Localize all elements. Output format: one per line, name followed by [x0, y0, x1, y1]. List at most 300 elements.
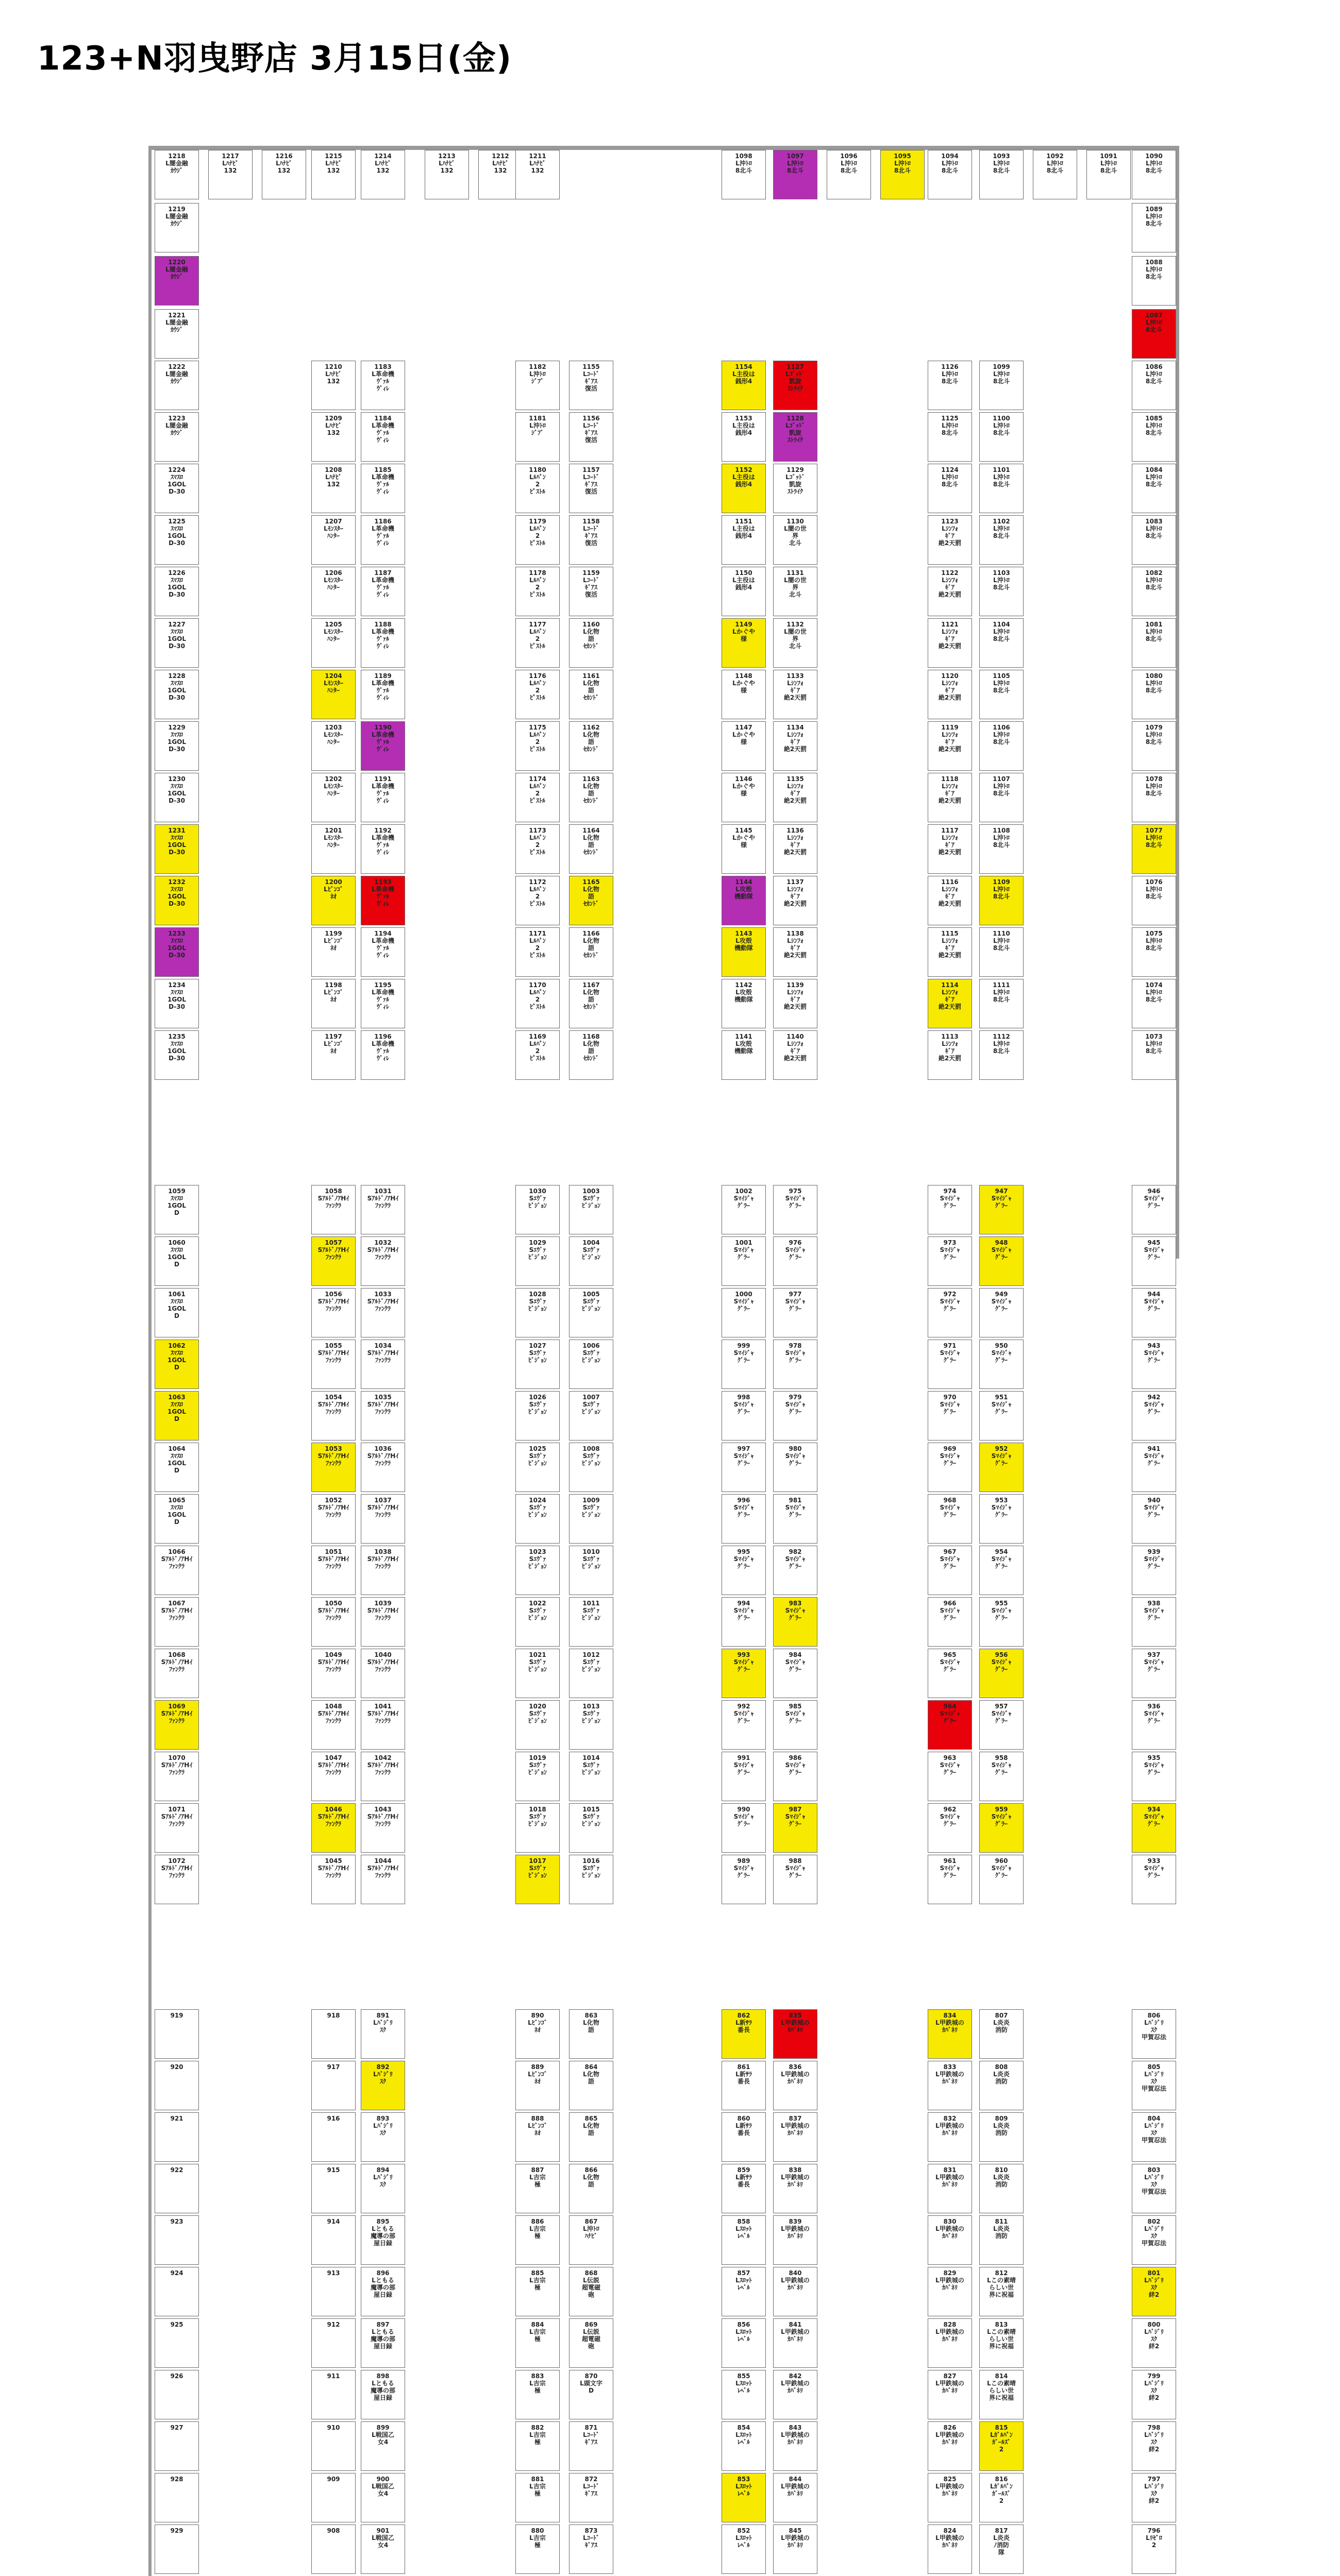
machine-cell-1215 [311, 150, 356, 199]
machine-cell-838 [773, 2164, 817, 2213]
machine-label: 1082 L沖ﾄﾛ 8北斗 [1145, 569, 1163, 591]
machine-cell-1036 [361, 1443, 405, 1492]
machine-label: 1196 L革命機 ｳﾞｧﾙ ｳﾞｨﾚ [372, 1033, 394, 1062]
machine-cell-1183 [361, 361, 405, 410]
machine-label: 1024 Sｴｳﾞｧ ﾋﾞｼﾞｮﾝ [528, 1497, 547, 1518]
machine-label: 914 [327, 2218, 340, 2225]
machine-cell-967 [928, 1546, 972, 1595]
machine-cell-1027 [515, 1340, 560, 1389]
machine-label: 1032 SｱﾙﾄﾞﾉｱHｲ ﾌｧﾝｸﾗ [367, 1239, 399, 1261]
machine-cell-804 [1132, 2112, 1176, 2162]
machine-cell-1197 [311, 1030, 356, 1080]
machine-label: 826 L甲鉄城の ｶﾊﾞﾈﾘ [935, 2424, 964, 2446]
machine-cell-1093 [979, 150, 1024, 199]
machine-label: 886 L吉宗 極 [529, 2218, 546, 2240]
machine-cell-1176 [515, 670, 560, 719]
machine-cell-1168 [569, 1030, 613, 1080]
machine-cell-970 [928, 1391, 972, 1440]
machine-cell-802 [1132, 2215, 1176, 2265]
machine-cell-1038 [361, 1546, 405, 1595]
machine-label: 1080 L沖ﾄﾛ 8北斗 [1145, 672, 1163, 694]
machine-label: 955 Sﾏｲｼﾞｬ ｸﾞﾗｰ [991, 1600, 1012, 1621]
machine-cell-1019 [515, 1752, 560, 1801]
machine-label: 872 Lｺｰﾄﾞ ｷﾞｱｽ [583, 2476, 599, 2497]
machine-label: 891 Lﾊﾞｼﾞﾘ ｽｸ [373, 2012, 393, 2033]
machine-label: 971 Sﾏｲｼﾞｬ ｸﾞﾗｰ [940, 1342, 960, 1364]
machine-label: 897 Lともる 魔導の部 屋日録 [370, 2321, 395, 2350]
machine-label: 866 L化物 語 [583, 2166, 599, 2188]
machine-cell-1120 [928, 670, 972, 719]
machine-label: 1127 Lｺﾞｯﾄﾞ 凱旋 ｽﾄﾗｲｸ [785, 363, 805, 392]
machine-cell-829 [928, 2267, 972, 2316]
machine-label: 1088 L沖ﾄﾛ 8北斗 [1145, 259, 1163, 280]
machine-cell-1086 [1132, 361, 1176, 410]
machine-cell-992 [722, 1700, 766, 1750]
machine-cell-921 [155, 2112, 199, 2162]
machine-cell-985 [773, 1700, 817, 1750]
machine-label: 1153 L主役は 銭形4 [732, 415, 755, 436]
machine-label: 1182 L沖ﾄﾛ ｼﾞﾌﾞ [529, 363, 546, 385]
machine-cell-913 [311, 2267, 356, 2316]
machine-label: 1027 Sｴｳﾞｧ ﾋﾞｼﾞｮﾝ [528, 1342, 547, 1364]
machine-cell-1193 [361, 876, 405, 925]
machine-cell-861 [722, 2061, 766, 2110]
machine-label: 1036 SｱﾙﾄﾞﾉｱHｲ ﾌｧﾝｸﾗ [367, 1445, 399, 1467]
machine-label: 828 L甲鉄城の ｶﾊﾞﾈﾘ [935, 2321, 964, 2343]
machine-cell-832 [928, 2112, 972, 2162]
machine-cell-864 [569, 2061, 613, 2110]
machine-cell-1030 [515, 1185, 560, 1234]
machine-cell-1046 [311, 1803, 356, 1853]
machine-cell-859 [722, 2164, 766, 2213]
machine-label: 1057 SｱﾙﾄﾞﾉｱHｲ ﾌｧﾝｸﾗ [317, 1239, 349, 1261]
machine-label: 1045 SｱﾙﾄﾞﾉｱHｲ ﾌｧﾝｸﾗ [317, 1857, 349, 1879]
machine-label: 1197 Lﾋﾞﾝｺﾞ ﾈｵ [324, 1033, 343, 1055]
machine-label: 1076 L沖ﾄﾛ 8北斗 [1145, 878, 1163, 900]
machine-label: 1171 Lﾙﾊﾟﾝ 2 ﾋﾟｽﾄﾙ [529, 930, 546, 959]
machine-cell-857 [722, 2267, 766, 2316]
machine-cell-830 [928, 2215, 972, 2265]
machine-label: 814 Lこの素晴 らしい世 界に祝福 [987, 2372, 1016, 2401]
machine-label: 1003 Sｴｳﾞｧ ﾋﾞｼﾞｮﾝ [581, 1188, 600, 1209]
machine-label: 1063 ｽﾏｽﾛ 1GOL D [167, 1394, 187, 1422]
machine-label: 835 L甲鉄城の ｶﾊﾞﾈﾘ [781, 2012, 810, 2033]
machine-cell-910 [311, 2421, 356, 2471]
machine-cell-1173 [515, 824, 560, 874]
machine-label: 1094 L沖ﾄﾛ 8北斗 [941, 152, 959, 174]
machine-cell-1191 [361, 773, 405, 822]
machine-label: 894 Lﾊﾞｼﾞﾘ ｽｸ [373, 2166, 393, 2188]
machine-label: 802 Lﾊﾞｼﾞﾘ ｽｸ 甲賀忍法 [1141, 2218, 1166, 2247]
machine-label: 1096 L沖ﾄﾛ 8北斗 [840, 152, 858, 174]
machine-cell-1026 [515, 1391, 560, 1440]
machine-cell-807 [979, 2009, 1024, 2059]
machine-cell-1141 [722, 1030, 766, 1080]
machine-label: 896 Lともる 魔導の部 屋日録 [370, 2269, 395, 2298]
machine-label: 811 L炎炎 消防 [993, 2218, 1010, 2240]
machine-cell-987 [773, 1803, 817, 1853]
machine-cell-1006 [569, 1340, 613, 1389]
machine-cell-997 [722, 1443, 766, 1492]
machine-cell-963 [928, 1752, 972, 1801]
machine-cell-798 [1132, 2421, 1176, 2471]
machine-cell-1092 [1033, 150, 1077, 199]
machine-label: 1049 SｱﾙﾄﾞﾉｱHｲ ﾌｧﾝｸﾗ [317, 1651, 349, 1673]
machine-cell-1149 [722, 618, 766, 668]
machine-label: 957 Sﾏｲｼﾞｬ ｸﾞﾗｰ [991, 1703, 1012, 1724]
machine-cell-1228 [155, 670, 199, 719]
machine-cell-933 [1132, 1855, 1176, 1904]
machine-label: 830 L甲鉄城の ｶﾊﾞﾈﾘ [935, 2218, 964, 2240]
machine-label: 978 Sﾏｲｼﾞｬ ｸﾞﾗｰ [785, 1342, 806, 1364]
machine-cell-1097 [773, 150, 817, 199]
machine-label: 950 Sﾏｲｼﾞｬ ｸﾞﾗｰ [991, 1342, 1012, 1364]
machine-label: 979 Sﾏｲｼﾞｬ ｸﾞﾗｰ [785, 1394, 806, 1415]
machine-label: 854 Lｽﾛｯﾄ ﾚﾍﾞﾙ [735, 2424, 752, 2446]
machine-cell-1189 [361, 670, 405, 719]
machine-cell-1202 [311, 773, 356, 822]
machine-cell-952 [979, 1443, 1024, 1492]
machine-cell-1147 [722, 721, 766, 771]
machine-label: 945 Sﾏｲｼﾞｬ ｸﾞﾗｰ [1144, 1239, 1164, 1261]
machine-label: 1040 SｱﾙﾄﾞﾉｱHｲ ﾌｧﾝｸﾗ [367, 1651, 399, 1673]
machine-cell-1210 [311, 361, 356, 410]
machine-cell-1109 [979, 876, 1024, 925]
machine-cell-1194 [361, 927, 405, 977]
machine-cell-836 [773, 2061, 817, 2110]
machine-cell-989 [722, 1855, 766, 1904]
machine-cell-824 [928, 2524, 972, 2574]
machine-label: 825 L甲鉄城の ｶﾊﾞﾈﾘ [935, 2476, 964, 2497]
machine-cell-1229 [155, 721, 199, 771]
machine-cell-1066 [155, 1546, 199, 1595]
machine-label: 1048 SｱﾙﾄﾞﾉｱHｲ ﾌｧﾝｸﾗ [317, 1703, 349, 1724]
machine-label: 981 Sﾏｲｼﾞｬ ｸﾞﾗｰ [785, 1497, 806, 1518]
machine-cell-1211 [515, 150, 560, 199]
machine-label: 1109 L沖ﾄﾛ 8北斗 [993, 878, 1010, 900]
machine-label: 1081 L沖ﾄﾛ 8北斗 [1145, 621, 1163, 642]
machine-cell-1041 [361, 1700, 405, 1750]
machine-label: 890 Lﾋﾞﾝｺﾞ ﾈｵ [528, 2012, 547, 2033]
machine-cell-1118 [928, 773, 972, 822]
machine-cell-860 [722, 2112, 766, 2162]
machine-cell-1072 [155, 1855, 199, 1904]
machine-cell-1199 [311, 927, 356, 977]
machine-cell-1014 [569, 1752, 613, 1801]
machine-cell-1222 [155, 361, 199, 410]
machine-cell-811 [979, 2215, 1024, 2265]
machine-cell-1022 [515, 1597, 560, 1647]
machine-cell-1096 [827, 150, 871, 199]
machine-label: 1163 L化物 語 ｾｶﾝﾄﾞ [582, 775, 600, 804]
machine-cell-809 [979, 2112, 1024, 2162]
machine-label: 881 L吉宗 極 [529, 2476, 546, 2497]
machine-cell-1081 [1132, 618, 1176, 668]
machine-cell-1136 [773, 824, 817, 874]
machine-label: 869 L伝説 超電磁 砲 [581, 2321, 600, 2350]
machine-label: 982 Sﾏｲｼﾞｬ ｸﾞﾗｰ [785, 1548, 806, 1570]
machine-label: 862 L新ｻﾗ 番長 [735, 2012, 752, 2033]
machine-label: 1132 L闇の世 界 北斗 [784, 621, 807, 650]
machine-label: 1223 L闇金融 ｶｳｼﾞ [165, 415, 188, 436]
machine-cell-940 [1132, 1494, 1176, 1544]
machine-cell-1100 [979, 412, 1024, 462]
machine-label: 864 L化物 語 [583, 2063, 599, 2085]
machine-cell-1071 [155, 1803, 199, 1853]
machine-cell-951 [979, 1391, 1024, 1440]
machine-label: 1105 L沖ﾄﾛ 8北斗 [993, 672, 1010, 694]
machine-label: 1066 SｱﾙﾄﾞﾉｱHｲ ﾌｧﾝｸﾗ [161, 1548, 193, 1570]
machine-label: 1119 Lｼﾝﾌｫ ｷﾞｱ 絶2天罰 [938, 724, 962, 753]
machine-label: 1128 Lｺﾞｯﾄﾞ 凱旋 ｽﾄﾗｲｸ [785, 415, 805, 444]
machine-cell-894 [361, 2164, 405, 2213]
machine-label: 939 Sﾏｲｼﾞｬ ｸﾞﾗｰ [1144, 1548, 1164, 1570]
machine-cell-1128 [773, 412, 817, 462]
machine-label: 1028 Sｴｳﾞｧ ﾋﾞｼﾞｮﾝ [528, 1291, 547, 1312]
machine-cell-972 [928, 1288, 972, 1337]
machine-cell-1068 [155, 1649, 199, 1698]
machine-label: 1135 Lｼﾝﾌｫ ｷﾞｱ 絶2天罰 [783, 775, 807, 804]
machine-label: 998 Sﾏｲｼﾞｬ ｸﾞﾗｰ [733, 1394, 754, 1415]
machine-cell-1161 [569, 670, 613, 719]
machine-label: 1169 Lﾙﾊﾟﾝ 2 ﾋﾟｽﾄﾙ [529, 1033, 546, 1062]
machine-cell-1018 [515, 1803, 560, 1853]
machine-cell-1021 [515, 1649, 560, 1698]
machine-cell-1130 [773, 515, 817, 565]
machine-label: 909 [327, 2476, 340, 2483]
machine-label: 824 L甲鉄城の ｶﾊﾞﾈﾘ [935, 2527, 964, 2549]
machine-label: 810 L炎炎 消防 [993, 2166, 1010, 2188]
machine-label: 1234 ｽﾏｽﾛ 1GOL D-30 [167, 981, 187, 1010]
machine-label: 1158 Lｺｰﾄﾞ ｷﾞｱｽ 復活 [582, 518, 600, 547]
machine-cell-856 [722, 2318, 766, 2368]
machine-label: 1123 Lｼﾝﾌｫ ｷﾞｱ 絶2天罰 [938, 518, 962, 547]
machine-cell-843 [773, 2421, 817, 2471]
machine-cell-961 [928, 1855, 972, 1904]
machine-cell-1049 [311, 1649, 356, 1698]
machine-cell-1035 [361, 1391, 405, 1440]
machine-cell-959 [979, 1803, 1024, 1853]
machine-cell-957 [979, 1700, 1024, 1750]
machine-cell-1158 [569, 515, 613, 565]
machine-label: 800 Lﾊﾞｼﾞﾘ ｽｸ 絆2 [1144, 2321, 1164, 2350]
machine-cell-1182 [515, 361, 560, 410]
machine-cell-979 [773, 1391, 817, 1440]
machine-cell-1150 [722, 567, 766, 616]
machine-label: 943 Sﾏｲｼﾞｬ ｸﾞﾗｰ [1144, 1342, 1164, 1364]
machine-cell-912 [311, 2318, 356, 2368]
machine-cell-1190 [361, 721, 405, 771]
machine-cell-1166 [569, 927, 613, 977]
machine-label: 841 L甲鉄城の ｶﾊﾞﾈﾘ [781, 2321, 810, 2343]
machine-label: 1107 L沖ﾄﾛ 8北斗 [993, 775, 1010, 797]
machine-label: 933 Sﾏｲｼﾞｬ ｸﾞﾗｰ [1144, 1857, 1164, 1879]
machine-cell-1070 [155, 1752, 199, 1801]
page-title: 123+N羽曳野店 3月15日(金) [37, 40, 512, 78]
machine-cell-1007 [569, 1391, 613, 1440]
machine-label: 953 Sﾏｲｼﾞｬ ｸﾞﾗｰ [991, 1497, 1012, 1518]
machine-cell-1062 [155, 1340, 199, 1389]
machine-label: 910 [327, 2424, 340, 2431]
machine-cell-1055 [311, 1340, 356, 1389]
machine-label: 1149 Lかぐや 様 [732, 621, 755, 642]
machine-label: 1052 SｱﾙﾄﾞﾉｱHｲ ﾌｧﾝｸﾗ [317, 1497, 349, 1518]
machine-cell-1206 [311, 567, 356, 616]
machine-cell-916 [311, 2112, 356, 2162]
machine-label: 867 L沖ﾄﾛ ﾊﾅﾋﾞ [583, 2218, 599, 2240]
machine-cell-883 [515, 2370, 560, 2419]
machine-cell-816 [979, 2473, 1024, 2522]
machine-cell-928 [155, 2473, 199, 2522]
machine-label: 798 Lﾊﾞｼﾞﾘ ｽｸ 絆2 [1144, 2424, 1164, 2453]
machine-cell-1205 [311, 618, 356, 668]
machine-label: 1099 L沖ﾄﾛ 8北斗 [993, 363, 1010, 385]
machine-label: 1097 L沖ﾄﾛ 8北斗 [786, 152, 804, 174]
machine-cell-1069 [155, 1700, 199, 1750]
machine-cell-915 [311, 2164, 356, 2213]
machine-cell-853 [722, 2473, 766, 2522]
machine-label: 976 Sﾏｲｼﾞｬ ｸﾞﾗｰ [785, 1239, 806, 1261]
machine-cell-1112 [979, 1030, 1024, 1080]
machine-label: 1154 L主役は 銭形4 [732, 363, 755, 385]
machine-label: 995 Sﾏｲｼﾞｬ ｸﾞﾗｰ [733, 1548, 754, 1570]
machine-cell-863 [569, 2009, 613, 2059]
machine-label: 991 Sﾏｲｼﾞｬ ｸﾞﾗｰ [733, 1754, 754, 1776]
machine-label: 1008 Sｴｳﾞｧ ﾋﾞｼﾞｮﾝ [581, 1445, 600, 1467]
machine-cell-1170 [515, 979, 560, 1028]
machine-cell-1152 [722, 464, 766, 513]
machine-cell-839 [773, 2215, 817, 2265]
machine-label: 1012 Sｴｳﾞｧ ﾋﾞｼﾞｮﾝ [581, 1651, 600, 1673]
machine-cell-1174 [515, 773, 560, 822]
machine-label: 962 Sﾏｲｼﾞｬ ｸﾞﾗｰ [940, 1806, 960, 1827]
machine-cell-844 [773, 2473, 817, 2522]
machine-label: 888 Lﾋﾞﾝｺﾞ ﾈｵ [528, 2115, 547, 2137]
machine-cell-977 [773, 1288, 817, 1337]
machine-label: 858 Lｽﾛｯﾄ ﾚﾍﾞﾙ [735, 2218, 752, 2240]
machine-cell-1060 [155, 1236, 199, 1286]
machine-label: 827 L甲鉄城の ｶﾊﾞﾈﾘ [935, 2372, 964, 2394]
machine-cell-1047 [311, 1752, 356, 1801]
machine-label: 1093 L沖ﾄﾛ 8北斗 [993, 152, 1010, 174]
machine-label: 1020 Sｴｳﾞｧ ﾋﾞｼﾞｮﾝ [528, 1703, 547, 1724]
machine-label: 994 Sﾏｲｼﾞｬ ｸﾞﾗｰ [733, 1600, 754, 1621]
machine-label: 1178 Lﾙﾊﾟﾝ 2 ﾋﾟｽﾄﾙ [529, 569, 546, 598]
machine-label: 1210 Lﾊﾅﾋﾞ 132 [325, 363, 342, 385]
machine-cell-981 [773, 1494, 817, 1544]
machine-cell-958 [979, 1752, 1024, 1801]
machine-label: 1192 L革命機 ｳﾞｧﾙ ｳﾞｨﾚ [372, 827, 394, 856]
machine-cell-1004 [569, 1236, 613, 1286]
machine-label: 1110 L沖ﾄﾛ 8北斗 [993, 930, 1010, 952]
machine-cell-1028 [515, 1288, 560, 1337]
machine-label: 1217 Lﾊﾅﾋﾞ 132 [222, 152, 239, 174]
machine-label: 1186 L革命機 ｳﾞｧﾙ ｳﾞｨﾚ [372, 518, 394, 547]
machine-cell-1214 [361, 150, 405, 199]
machine-label: 1059 ｽﾏｽﾛ 1GOL D [167, 1188, 187, 1216]
machine-cell-1192 [361, 824, 405, 874]
machine-cell-969 [928, 1443, 972, 1492]
machine-label: 1069 SｱﾙﾄﾞﾉｱHｲ ﾌｧﾝｸﾗ [161, 1703, 193, 1724]
machine-label: 1075 L沖ﾄﾛ 8北斗 [1145, 930, 1163, 952]
machine-label: 1144 L攻殻 機動隊 [734, 878, 753, 900]
machine-cell-801 [1132, 2267, 1176, 2316]
machine-label: 1215 Lﾊﾅﾋﾞ 132 [325, 152, 342, 174]
machine-label: 844 L甲鉄城の ｶﾊﾞﾈﾘ [781, 2476, 810, 2497]
machine-label: 1176 Lﾙﾊﾟﾝ 2 ﾋﾟｽﾄﾙ [529, 672, 546, 701]
machine-label: 840 L甲鉄城の ｶﾊﾞﾈﾘ [781, 2269, 810, 2291]
machine-label: 805 Lﾊﾞｼﾞﾘ ｽｸ 甲賀忍法 [1141, 2063, 1166, 2092]
machine-cell-1163 [569, 773, 613, 822]
machine-cell-1156 [569, 412, 613, 462]
machine-label: 1143 L攻殻 機動隊 [734, 930, 753, 952]
machine-label: 1184 L革命機 ｳﾞｧﾙ ｳﾞｨﾚ [372, 415, 394, 444]
machine-label: 948 Sﾏｲｼﾞｬ ｸﾞﾗｰ [991, 1239, 1012, 1261]
machine-cell-948 [979, 1236, 1024, 1286]
machine-cell-1225 [155, 515, 199, 565]
machine-cell-919 [155, 2009, 199, 2059]
machine-cell-840 [773, 2267, 817, 2316]
machine-label: 1227 ｽﾏｽﾛ 1GOL D-30 [167, 621, 187, 650]
machine-cell-1144 [722, 876, 766, 925]
machine-label: 951 Sﾏｲｼﾞｬ ｸﾞﾗｰ [991, 1394, 1012, 1415]
machine-label: 1208 Lﾊﾅﾋﾞ 132 [325, 466, 342, 488]
machine-label: 985 Sﾏｲｼﾞｬ ｸﾞﾗｰ [785, 1703, 806, 1724]
machine-cell-1146 [722, 773, 766, 822]
machine-cell-1043 [361, 1803, 405, 1853]
machine-label: 1179 Lﾙﾊﾟﾝ 2 ﾋﾟｽﾄﾙ [529, 518, 546, 547]
machine-label: 1007 Sｴｳﾞｧ ﾋﾞｼﾞｮﾝ [581, 1394, 600, 1415]
machine-cell-1050 [311, 1597, 356, 1647]
machine-label: 972 Sﾏｲｼﾞｬ ｸﾞﾗｰ [940, 1291, 960, 1312]
machine-label: 1167 L化物 語 ｾｶﾝﾄﾞ [582, 981, 600, 1010]
machine-label: 1073 L沖ﾄﾛ 8北斗 [1145, 1033, 1163, 1055]
machine-cell-925 [155, 2318, 199, 2368]
machine-cell-1122 [928, 567, 972, 616]
machine-cell-1061 [155, 1288, 199, 1337]
machine-label: 1190 L革命機 ｳﾞｧﾙ ｳﾞｨﾚ [372, 724, 394, 753]
machine-cell-990 [722, 1803, 766, 1853]
machine-cell-1095 [880, 150, 925, 199]
machine-cell-935 [1132, 1752, 1176, 1801]
machine-cell-1123 [928, 515, 972, 565]
machine-label: 1056 SｱﾙﾄﾞﾉｱHｲ ﾌｧﾝｸﾗ [317, 1291, 349, 1312]
machine-cell-880 [515, 2524, 560, 2574]
machine-label: 1202 Lﾓﾝｽﾀｰ ﾊﾝﾀｰ [324, 775, 343, 797]
machine-label: 1031 SｱﾙﾄﾞﾉｱHｲ ﾌｧﾝｸﾗ [367, 1188, 399, 1209]
machine-label: 1085 L沖ﾄﾛ 8北斗 [1145, 415, 1163, 436]
machine-cell-885 [515, 2267, 560, 2316]
machine-label: 915 [327, 2166, 340, 2174]
machine-cell-854 [722, 2421, 766, 2471]
machine-label: 999 Sﾏｲｼﾞｬ ｸﾞﾗｰ [733, 1342, 754, 1364]
machine-label: 895 Lともる 魔導の部 屋日録 [370, 2218, 395, 2247]
machine-cell-971 [928, 1340, 972, 1389]
machine-label: 1023 Sｴｳﾞｧ ﾋﾞｼﾞｮﾝ [528, 1548, 547, 1570]
machine-cell-1105 [979, 670, 1024, 719]
machine-cell-926 [155, 2370, 199, 2419]
machine-cell-881 [515, 2473, 560, 2522]
machine-cell-1015 [569, 1803, 613, 1853]
machine-label: 883 L吉宗 極 [529, 2372, 546, 2394]
machine-label: 947 Sﾏｲｼﾞｬ ｸﾞﾗｰ [991, 1188, 1012, 1209]
machine-cell-837 [773, 2112, 817, 2162]
machine-label: 1106 L沖ﾄﾛ 8北斗 [993, 724, 1010, 745]
machine-cell-978 [773, 1340, 817, 1389]
machine-cell-1180 [515, 464, 560, 513]
machine-label: 1180 Lﾙﾊﾟﾝ 2 ﾋﾟｽﾄﾙ [529, 466, 546, 495]
machine-cell-796 [1132, 2524, 1176, 2574]
